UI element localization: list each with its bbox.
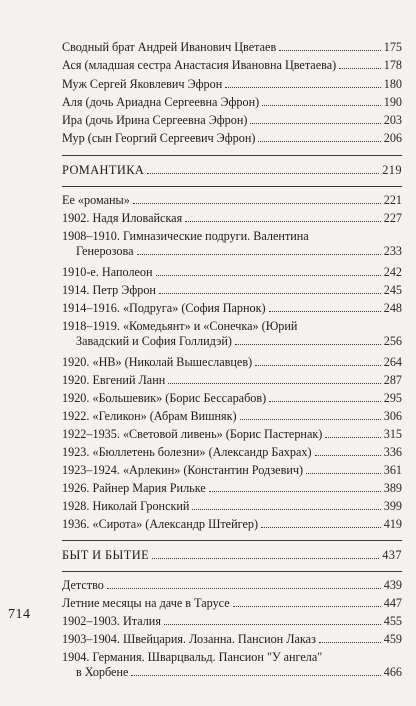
entry-page: 439 — [383, 578, 402, 592]
entry-page: 295 — [383, 391, 402, 405]
dot-leader — [258, 141, 380, 142]
entry-page: 419 — [383, 517, 402, 531]
dot-leader — [164, 624, 381, 625]
entry-page: 178 — [383, 58, 402, 72]
entry-title: 1902. Надя Иловайская — [62, 211, 183, 225]
entry-page: 306 — [383, 409, 402, 423]
toc-entry — [62, 578, 402, 593]
entry-title: 1920. Евгений Ланн — [62, 373, 166, 387]
toc-entry — [62, 373, 402, 388]
dot-leader — [137, 254, 381, 255]
entry-page: 245 — [383, 283, 402, 297]
dot-leader — [147, 173, 379, 174]
dot-leader — [269, 401, 381, 402]
entry-title: Ира (дочь Ирина Сергеевна Эфрон) — [62, 113, 248, 127]
dot-leader — [339, 68, 381, 69]
entry-title: 1904. Германия. Шварцвальд. Пансион "У ангела" — [62, 650, 323, 664]
toc-entry — [62, 95, 402, 110]
toc-entry — [62, 40, 402, 55]
section-rule — [62, 155, 402, 156]
dot-leader — [240, 419, 381, 420]
entry-page: 175 — [383, 40, 402, 54]
entry-title: Ася (младшая сестра Анастасия Ивановна Цветаева) — [62, 58, 337, 72]
toc-entry — [62, 77, 402, 92]
entry-page: 336 — [383, 445, 402, 459]
entry-title: 1914. Петр Эфрон — [62, 283, 156, 297]
toc-entry — [62, 463, 402, 478]
entry-page: 206 — [383, 131, 402, 145]
entry-title: Муж Сергей Яковлевич Эфрон — [62, 77, 223, 91]
toc-entry — [62, 58, 402, 73]
toc-entry — [62, 409, 402, 424]
entry-page: 248 — [383, 301, 402, 315]
toc-entry — [62, 113, 402, 128]
dot-leader — [279, 50, 381, 51]
entry-title: 1923. «Бюллетень болезни» (Александр Бахрах) — [62, 445, 312, 459]
entry-page: 233 — [383, 244, 402, 258]
dot-leader — [235, 344, 381, 345]
entry-title: Летние месяцы на даче в Тарусе — [62, 596, 230, 610]
entry-title: Мур (сын Георгий Сергеевич Эфрон) — [62, 131, 256, 145]
entry-page: 256 — [383, 334, 402, 348]
toc-entry — [62, 650, 402, 680]
toc-entry — [62, 211, 402, 226]
section-heading-byt — [62, 548, 402, 563]
section-title: РОМАНТИКА — [62, 163, 145, 177]
dot-leader — [156, 275, 381, 276]
dot-leader — [319, 642, 381, 643]
entry-title-continued: в Хорбене — [76, 665, 129, 679]
dot-leader — [262, 105, 381, 106]
entry-page: 389 — [383, 481, 402, 495]
entry-page: 399 — [383, 499, 402, 513]
dot-leader — [250, 123, 380, 124]
entry-page: 447 — [383, 596, 402, 610]
entry-title: 1914–1916. «Подруга» (София Парнок) — [62, 301, 266, 315]
section-rule — [62, 571, 402, 572]
dot-leader — [168, 383, 380, 384]
toc-entry — [62, 481, 402, 496]
entry-title: 1920. «Большевик» (Борис Бессарабов) — [62, 391, 267, 405]
toc-entry — [62, 131, 402, 146]
toc-entry — [62, 265, 402, 280]
dot-leader — [261, 527, 381, 528]
toc-entry — [62, 283, 402, 298]
dot-leader — [255, 365, 381, 366]
entry-page: 203 — [383, 113, 402, 127]
section-heading-romantika — [62, 163, 402, 178]
entry-title-continued: Генерозова — [76, 244, 134, 258]
entry-page: 180 — [383, 77, 402, 91]
toc-entry — [62, 319, 402, 349]
dot-leader — [107, 588, 381, 589]
section-rule — [62, 186, 402, 187]
entry-title: Сводный брат Андрей Иванович Цветаев — [62, 40, 277, 54]
dot-leader — [159, 293, 381, 294]
toc-entry — [62, 301, 402, 316]
entry-page: 361 — [383, 463, 402, 477]
dot-leader — [133, 203, 381, 204]
entry-title: 1910-е. Наполеон — [62, 265, 153, 279]
section-rule — [62, 540, 402, 541]
entry-title: 1902–1903. Италия — [62, 614, 161, 628]
entry-page: 242 — [383, 265, 402, 279]
entry-page: 459 — [383, 632, 402, 646]
dot-leader — [315, 455, 381, 456]
entry-page: 315 — [383, 427, 402, 441]
entry-title: 1920. «НВ» (Николай Вышеславцев) — [62, 355, 253, 369]
toc-entry — [62, 596, 402, 611]
entry-title: 1903–1904. Швейцария. Лозанна. Пансион Лаказ — [62, 632, 316, 646]
entry-title: 1918–1919. «Комедьянт» и «Сонечка» (Юрий — [62, 319, 298, 333]
toc-entry — [62, 499, 402, 514]
entry-title: 1928. Николай Гронский — [62, 499, 190, 513]
dot-leader — [225, 87, 380, 88]
toc-entry — [62, 355, 402, 370]
entry-title: 1926. Райнер Мария Рильке — [62, 481, 206, 495]
entry-title: 1922–1935. «Световой ливень» (Борис Пастернак) — [62, 427, 323, 441]
toc-entry — [62, 445, 402, 460]
section-page: 219 — [382, 163, 402, 177]
dot-leader — [306, 473, 381, 474]
toc-entry — [62, 632, 402, 647]
toc-entry — [62, 517, 402, 532]
dot-leader — [152, 558, 379, 559]
section-page: 437 — [382, 548, 402, 562]
entry-title: 1923–1924. «Арлекин» (Константин Родзевич) — [62, 463, 304, 477]
toc-entry — [62, 427, 402, 442]
entry-page: 264 — [383, 355, 402, 369]
entry-page: 455 — [383, 614, 402, 628]
toc-entry — [62, 193, 402, 208]
entry-page: 287 — [383, 373, 402, 387]
dot-leader — [269, 311, 381, 312]
dot-leader — [131, 675, 380, 676]
dot-leader — [192, 509, 380, 510]
entry-page: 227 — [383, 211, 402, 225]
entry-title-continued: Завадский и София Голлидэй) — [76, 334, 232, 348]
entry-title: 1908–1910. Гимназические подруги. Валентина — [62, 229, 309, 243]
toc-entry — [62, 391, 402, 406]
entry-title: 1936. «Сирота» (Александр Штейгер) — [62, 517, 259, 531]
entry-title: Аля (дочь Ариадна Сергеевна Эфрон) — [62, 95, 260, 109]
entry-title: 1922. «Геликон» (Абрам Вишняк) — [62, 409, 237, 423]
page-number: 714 — [8, 607, 31, 622]
dot-leader — [209, 491, 381, 492]
section-title: БЫТ И БЫТИЕ — [62, 548, 150, 562]
entry-page: 221 — [383, 193, 402, 207]
entry-title: Детство — [62, 578, 104, 592]
dot-leader — [185, 221, 381, 222]
entry-page: 190 — [383, 95, 402, 109]
toc-entry — [62, 614, 402, 629]
entry-title: Ее «романы» — [62, 193, 130, 207]
dot-leader — [325, 437, 380, 438]
dot-leader — [233, 606, 381, 607]
entry-page: 466 — [383, 665, 402, 679]
toc-entry — [62, 229, 402, 259]
